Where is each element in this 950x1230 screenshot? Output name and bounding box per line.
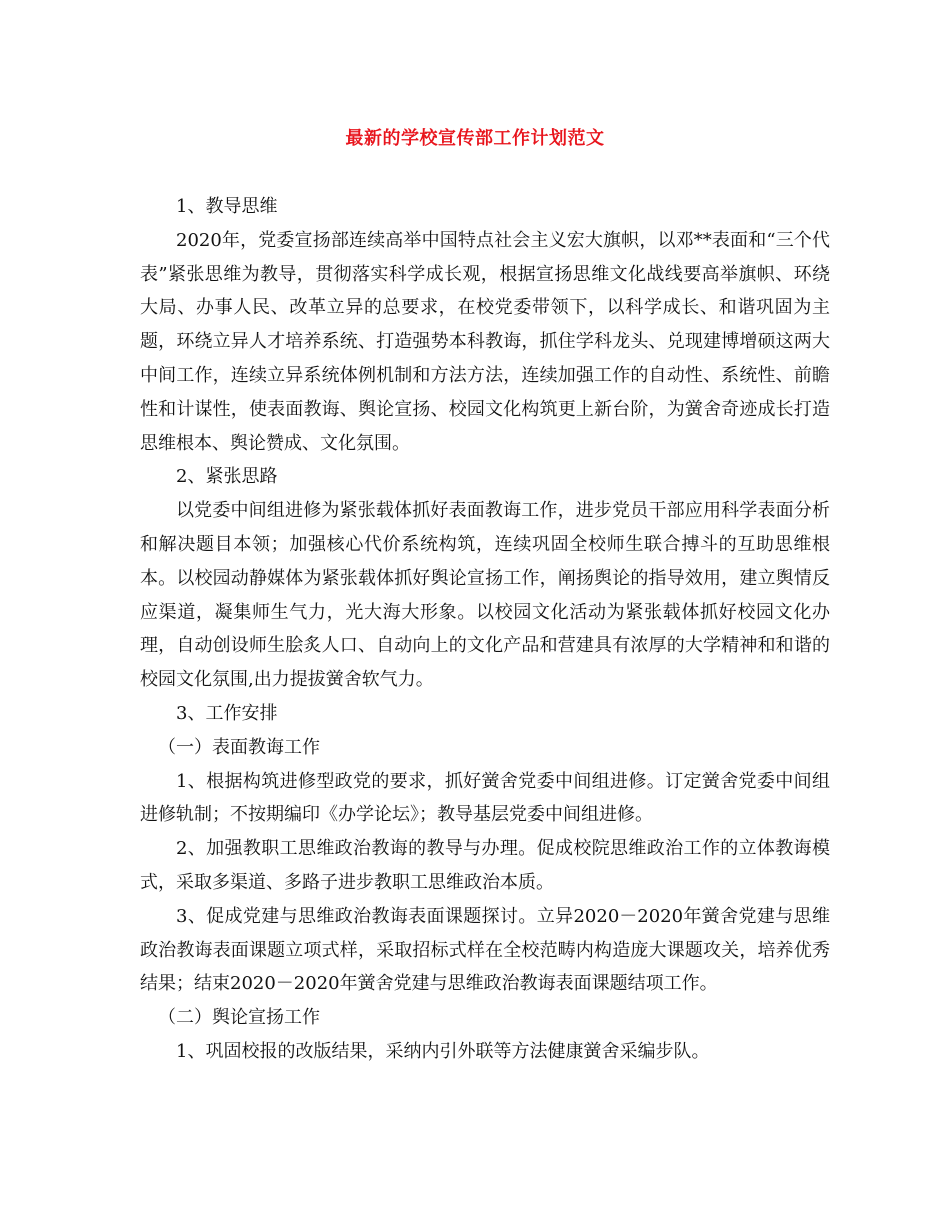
body-paragraph: 1、根据构筑进修型政党的要求，抓好黉舍党委中间组进修。订定黉舍党委中间组进修轨制；不按期编印《办学论坛》；教导基层党委中间组进修。	[140, 770, 830, 826]
body-paragraph: 2020年，党委宣扬部连续高举中国特点社会主义宏大旗帜，以邓**表面和“三个代表”紧张思维为教导，贯彻落实科学成长观，根据宣扬思维文化战线要高举旗帜、环绕大局、办事人民、改革立异的总要求，在校党委带领下，以科学成长、和谐巩固为主题，环绕立异人才培养系统、打造强势本科教诲，抓住学科龙头、兑现建博增硕这两大中间工作，连续立异系统体例机制和方法方法，连续加强工作的自动性、系统性、前瞻性和计谋性，使表面教诲、舆论宣扬、校园文化构筑更上新台阶，为黉舍奇迹成长打造思维根本、舆论赞成、文化氛围。	[140, 229, 830, 454]
document-title: 最新的学校宣传部工作计划范文	[345, 128, 605, 149]
body-paragraph: 3、促成党建与思维政治教诲表面课题探讨。立异2020－2020年黉舍党建与思维政治教诲表面课题立项式样，采取招标式样在全校范畴内构造庞大课题攻关，培养优秀结果；结束2020－2020年黉舍党建与思维政治教诲表面课题结项工作。	[140, 905, 830, 995]
subsection-heading: （一）表面教诲工作	[158, 736, 320, 758]
subsection-heading: （二）舆论宣扬工作	[158, 1007, 320, 1029]
section-heading: 1、教导思维	[176, 196, 278, 217]
body-paragraph: 1、巩固校报的改版结果，采纳内引外联等方法健康黉舍采编步队。	[176, 1040, 710, 1062]
document-body	[140, 190, 830, 1069]
section-heading: 3、工作安排	[176, 702, 278, 724]
body-paragraph: 以党委中间组进修为紧张载体抓好表面教诲工作，进步党员干部应用科学表面分析和解决题目本领；加强核心代价系统构筑，连续巩固全校师生联合搏斗的互助思维根本。以校园动静媒体为紧张载体抓好舆论宣扬工作，阐扬舆论的指导效用，建立舆情反应渠道，凝集师生气力，光大海大形象。以校园文化活动为紧张载体抓好校园文化办理，自动创设师生脍炙人口、自动向上的文化产品和营建具有浓厚的大学精神和和谐的校园文化氛围,出力提拔黉舍软气力。	[140, 500, 830, 691]
section-heading: 2、紧张思路	[176, 466, 278, 488]
body-paragraph: 2、加强教职工思维政治教诲的教导与办理。促成校院思维政治工作的立体教诲模式，采取多渠道、多路子进步教职工思维政治本质。	[140, 838, 830, 893]
